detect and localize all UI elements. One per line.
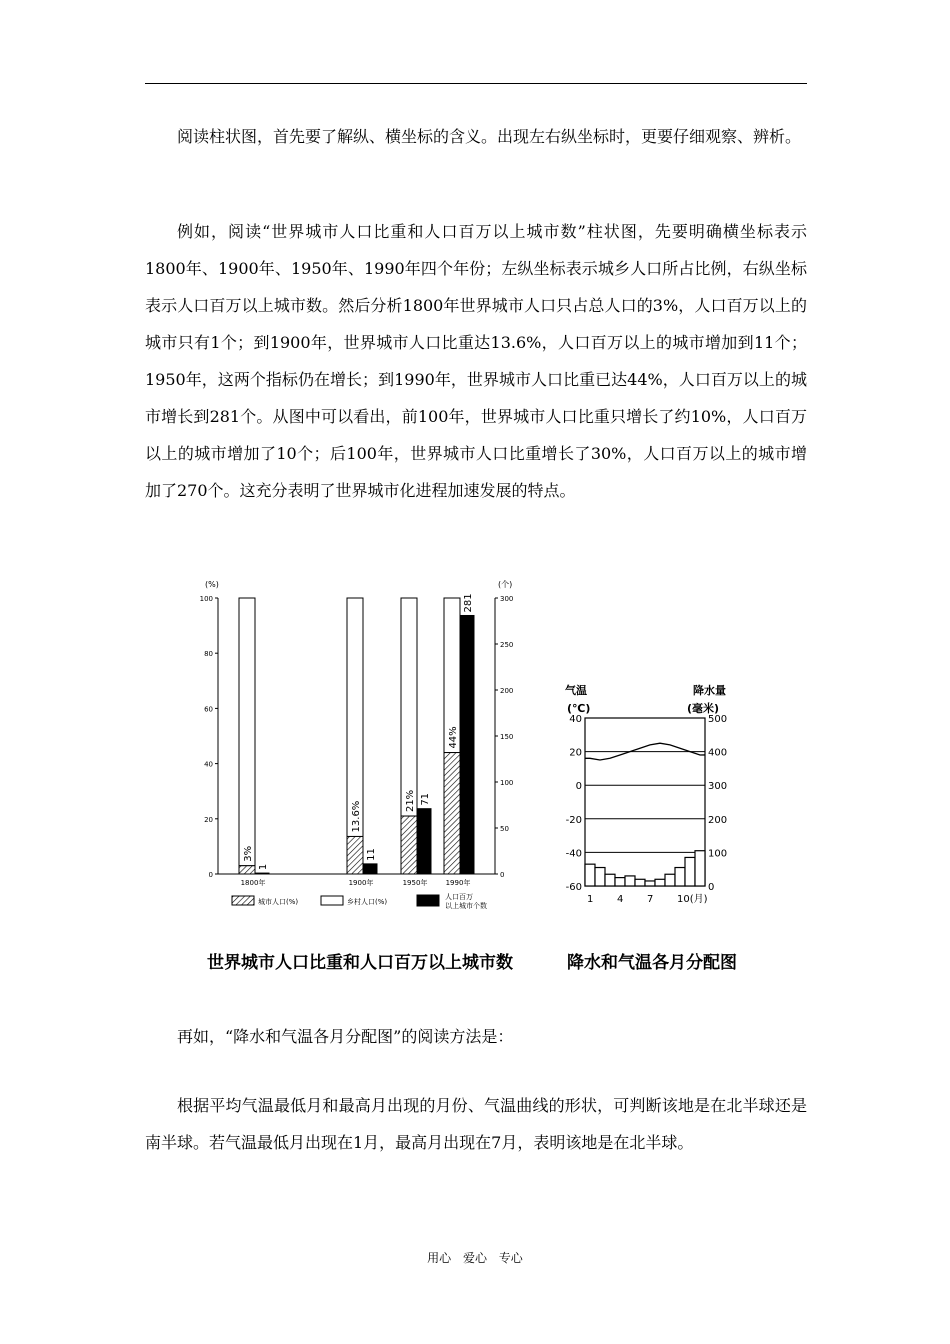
right-tick-label: 200 <box>500 687 514 695</box>
precip-tick-label: 400 <box>708 747 728 759</box>
climate-chart <box>555 680 755 905</box>
page-footer: 用心 爱心 专心 <box>427 1251 523 1265</box>
right-tick-label: 0 <box>500 871 505 879</box>
temp-axis-unit: (℃) <box>567 702 591 715</box>
precip-bar <box>585 864 595 886</box>
precip-bar <box>645 881 655 886</box>
urban-pct-label: 13.6% <box>351 800 362 833</box>
precip-bar <box>675 868 685 886</box>
category-label: 1900年 <box>348 879 374 887</box>
right-tick-label: 50 <box>500 825 509 833</box>
category-label: 1950年 <box>402 879 428 887</box>
precip-bar <box>655 879 665 886</box>
city-count-label: 1 <box>258 863 269 871</box>
month-tick-label: 7 <box>647 894 654 905</box>
left-tick-label: 60 <box>204 705 213 714</box>
temp-tick-label: 40 <box>569 714 582 725</box>
left-tick-label: 100 <box>199 595 213 603</box>
temp-axis-label: 气温 <box>565 684 587 697</box>
urban-pct-label: 21% <box>405 789 416 813</box>
left-tick-label: 0 <box>208 871 213 879</box>
right-tick-label: 300 <box>500 595 514 603</box>
precip-bar <box>685 857 695 886</box>
precip-tick-label: 0 <box>708 882 715 893</box>
caption-climate-chart: 降水和气温各月分配图 <box>567 953 737 973</box>
legend-label-cities-line2: 以上城市个数 <box>445 902 487 910</box>
precip-axis-unit: (毫米) <box>687 702 720 715</box>
header-rule <box>145 83 807 84</box>
bar-urban <box>444 753 460 874</box>
legend-swatch-rural <box>321 896 343 905</box>
precip-tick-label: 500 <box>708 714 728 725</box>
bar-city-count <box>364 864 377 874</box>
right-tick-label: 100 <box>500 779 514 787</box>
urban-population-chart <box>195 572 525 917</box>
bar-city-count <box>256 873 269 874</box>
right-tick-label: 150 <box>500 733 514 741</box>
city-count-label: 11 <box>366 848 377 861</box>
bar-city-count <box>461 615 474 874</box>
paragraph-climate-method: 根据平均气温最低月和最高月出现的月份、气温曲线的形状，可判断该地是在北半球还是南半球。若气温最低月出现在1月，最高月出现在7月，表明该地是在北半球。 <box>145 1096 807 1152</box>
paragraph-climate-intro: 再如，“降水和气温各月分配图”的阅读方法是： <box>177 1027 514 1046</box>
month-tick-label: 4 <box>617 894 624 905</box>
precip-bar <box>665 874 675 886</box>
left-tick-label: 20 <box>204 815 213 824</box>
right-axis-unit: (个) <box>498 580 513 589</box>
month-tick-label: 10(月) <box>677 894 708 905</box>
right-tick-label: 250 <box>500 641 514 649</box>
bar-rural <box>239 598 255 866</box>
city-count-label: 281 <box>463 593 474 613</box>
bar-urban <box>401 816 417 874</box>
temp-tick-label: 20 <box>569 747 582 759</box>
precip-bar <box>635 879 645 886</box>
left-tick-label: 40 <box>204 760 213 769</box>
precip-tick-label: 200 <box>708 814 728 826</box>
caption-urban-chart: 世界城市人口比重和人口百万以上城市数 <box>207 953 513 973</box>
city-count-label: 71 <box>420 792 431 806</box>
urban-pct-label: 3% <box>243 845 254 862</box>
precip-bar <box>595 868 605 886</box>
temp-tick-label: 0 <box>575 781 582 793</box>
left-tick-label: 80 <box>204 650 213 659</box>
left-axis-unit: (%) <box>205 580 219 589</box>
category-label: 1800年 <box>240 879 266 887</box>
category-label: 1990年 <box>445 879 471 887</box>
legend-label-rural: 乡村人口(%) <box>347 898 388 906</box>
precip-tick-label: 300 <box>708 781 728 793</box>
temp-tick-label: -60 <box>565 882 582 893</box>
temp-tick-label: -40 <box>565 848 582 860</box>
legend-label-cities-line1: 人口百万 <box>445 893 473 901</box>
temp-tick-label: -20 <box>565 814 582 826</box>
urban-pct-label: 44% <box>448 726 459 749</box>
paragraph-example-urban: 例如，阅读“世界城市人口比重和人口百万以上城市数”柱状图，先要明确横坐标表示 1800年、1900年、1950年、1990年四个年份；左纵坐标表示城乡人口所占比例，右纵坐标表示人口百万以上城市数。然后分析1800年世界城市人口只占总人口的3%，人口百万以上的城市只有1个；到1900年，世界城市人口比重达13.6%，人口百万以上的城市增加到11个；1950年，这两个指标仍在增长；到1990年，世界城市人口比重已达44%，人口百万以上的城市增长到281个。从图中可以看出，前100年，世界城市人口比重只增长了约10%，人口百万以上的城市增加了10个；后100年，世界城市人口比重增长了30%，人口百万以上的城市增加了270个。这充分表明了世界城市化进程加速发展的特点。 <box>145 222 807 500</box>
month-tick-label: 1 <box>587 894 594 905</box>
precip-bar <box>625 876 635 886</box>
precip-bar <box>695 851 705 886</box>
bar-rural <box>401 598 417 816</box>
precip-bar <box>615 878 625 886</box>
bar-urban <box>347 836 363 874</box>
paragraph-intro: 阅读柱状图，首先要了解纵、横坐标的含义。出现左右纵坐标时，更要仔细观察、辨析。 <box>177 127 802 146</box>
legend-swatch-cities <box>417 895 439 906</box>
precip-bar <box>605 874 615 886</box>
bar-city-count <box>418 809 431 874</box>
precip-axis-label: 降水量 <box>693 684 726 697</box>
legend-swatch-urban <box>232 896 254 905</box>
precip-tick-label: 100 <box>708 848 728 860</box>
legend-label-urban: 城市人口(%) <box>258 898 299 906</box>
bar-urban <box>239 866 255 874</box>
